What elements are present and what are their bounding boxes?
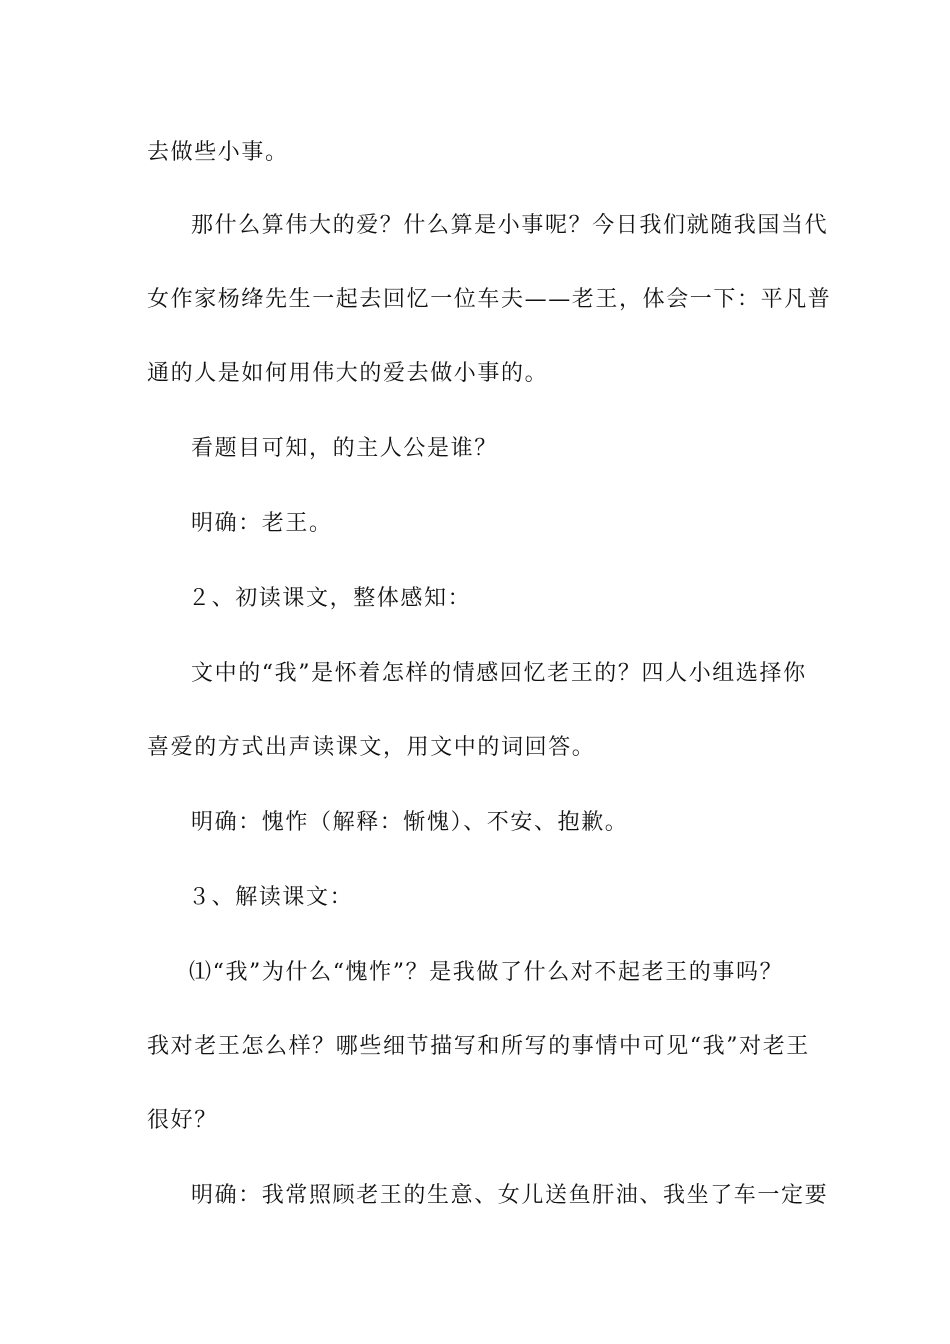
text-line: 我对老王怎么样？哪些细节描写和所写的事情中可见“我”对老王 bbox=[147, 1034, 810, 1059]
text-line: 通的人是如何用伟大的爱去做小事的。 bbox=[147, 361, 549, 386]
section-heading: ２、初读课文，整体感知： bbox=[188, 586, 472, 611]
text-line: 去做些小事。 bbox=[147, 140, 289, 165]
text-line: 明确：愧怍（解释：惭愧）、不安、抱歉。 bbox=[191, 810, 629, 835]
text-line: 喜爱的方式出声读课文，用文中的词回答。 bbox=[147, 735, 596, 760]
text-line: 明确：老王。 bbox=[191, 511, 333, 536]
text-line: 很好？ bbox=[147, 1108, 218, 1133]
text-line: 明确：我常照顾老王的生意、女儿送鱼肝油、我坐了车一定要 bbox=[191, 1183, 829, 1208]
text-line: 文中的“我”是怀着怎样的情感回忆老王的？四人小组选择你 bbox=[191, 661, 807, 686]
text-line: 那什么算伟大的爱？什么算是小事呢？今日我们就随我国当代 bbox=[191, 213, 829, 238]
text-line: 女作家杨绛先生一起去回忆一位车夫——老王，体会一下：平凡普 bbox=[147, 287, 832, 312]
text-line: ⑴“我”为什么“愧怍”？是我做了什么对不起老王的事吗？ bbox=[189, 960, 784, 985]
text-line: 看题目可知，的主人公是谁？ bbox=[191, 436, 498, 461]
section-heading: ３、解读课文： bbox=[188, 885, 354, 910]
